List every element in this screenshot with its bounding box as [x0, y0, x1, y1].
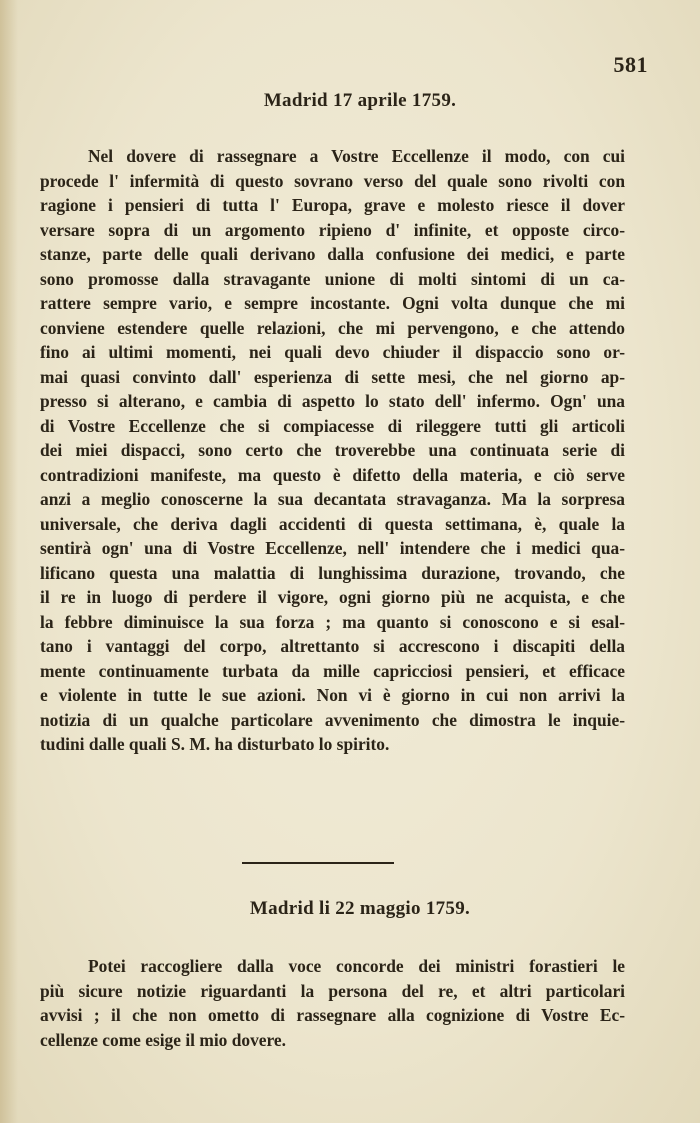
text-line: Nel dovere di rassegnare a Vostre Eccellenze il modo, con cui [88, 146, 625, 166]
text-line: procede l' infermità di questo sovrano verso del quale sono rivolti con [40, 170, 625, 191]
text-line: sentirà ogn' una di Vostre Eccellenze, nell' intendere che i medici qua- [40, 538, 625, 558]
text-line: conviene estendere quelle relazioni, che mi pervengono, e che attendo [40, 317, 625, 338]
text-line: più sicure notizie riguardanti la persona del re, et altri particolari [40, 980, 625, 1001]
text-line: rattere sempre vario, e sempre incostante. Ogni volta dunque che mi [40, 293, 625, 313]
text-line: lificano questa una malattia di lunghissima durazione, trovando, che [40, 562, 625, 583]
text-line: avvisi ; il che non ometto di rassegnare alla cognizione di Vostre Ec- [40, 1005, 625, 1025]
text-line: sono promosse dalla stravagante unione di molti sintomi di un ca- [40, 268, 625, 289]
text-line: il re in luogo di perdere il vigore, ogni giorno più ne acquista, e che [40, 587, 625, 607]
letter-body-1 [40, 144, 625, 757]
text-line: tano i vantaggi del corpo, altrettanto si accrescono i discapiti della [40, 636, 625, 656]
page-number: 581 [613, 52, 648, 77]
letter-heading-2: Madrid li 22 maggio 1759. [249, 898, 471, 919]
text-line: notizia di un qualche particolare avvenimento che dimostra le inquie- [40, 709, 625, 730]
text-line: Potei raccogliere dalla voce concorde dei ministri forastieri le [88, 956, 625, 976]
text-line: ragione i pensieri di tutta l' Europa, grave e molesto riesce il dover [40, 195, 625, 215]
text-line: universale, che deriva dagli accidenti di questa settimana, è, quale la [40, 513, 625, 534]
letter-body-2 [40, 954, 625, 1052]
text-line: versare sopra di un argomento ripieno d' infinite, et opposte circo- [40, 219, 625, 240]
page-edge-shadow [0, 0, 18, 1123]
text-line: di Vostre Eccellenze che si compiacesse di rileggere tutti gli articoli [40, 415, 625, 436]
letter-heading-1: Madrid 17 aprile 1759. [263, 90, 457, 111]
text-line: cellenze come esige il mio dovere. [40, 1029, 286, 1050]
text-line: contradizioni manifeste, ma questo è difetto della materia, e ciò serve [40, 464, 625, 485]
section-divider [242, 862, 394, 864]
text-line: stanze, parte delle quali derivano dalla confusione dei medici, e parte [40, 244, 625, 264]
text-line: dei miei dispacci, sono certo che troverebbe una continuata serie di [40, 440, 625, 460]
text-line: tudini dalle quali S. M. ha disturbato lo spirito. [40, 734, 390, 754]
text-line: fino ai ultimi momenti, nei quali devo chiuder il dispaccio sono or- [40, 342, 625, 362]
text-line: anzi a meglio conoscerne la sua decantata stravaganza. Ma la sorpresa [40, 489, 625, 509]
text-line: presso si alterano, e cambia di aspetto lo stato dell' infermo. Ogn' una [40, 391, 625, 411]
text-line: e violente in tutte le sue azioni. Non vi è giorno in cui non arrivi la [40, 685, 625, 705]
text-line: mai quasi convinto dall' esperienza di sette mesi, che nel giorno ap- [40, 366, 625, 387]
text-line: mente continuamente turbata da mille capricciosi pensieri, et efficace [40, 660, 625, 681]
text-line: la febbre diminuisce la sua forza ; ma quanto si conoscono e si esal- [40, 611, 625, 632]
